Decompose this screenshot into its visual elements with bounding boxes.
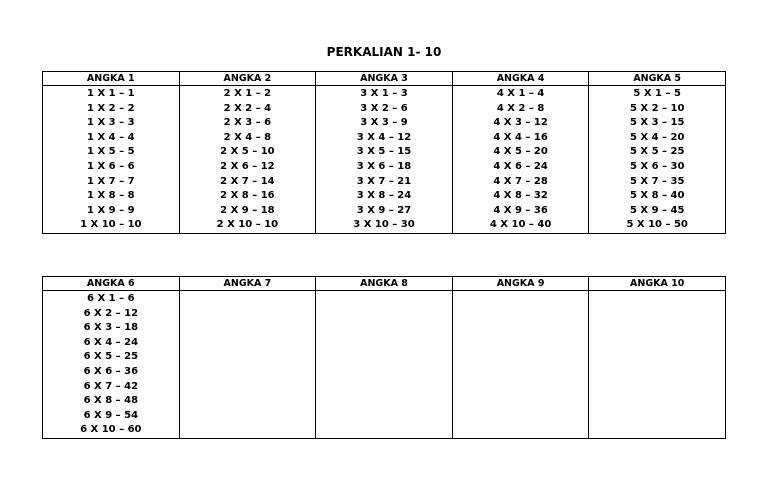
multiplication-entry: 6 X 5 – 25 bbox=[83, 351, 139, 363]
multiplication-entry: 2 X 1 – 2 bbox=[223, 88, 272, 99]
multiplication-entry: 4 X 9 – 36 bbox=[493, 204, 548, 216]
multiplication-entry: 3 X 8 – 24 bbox=[356, 190, 412, 202]
table-row bbox=[43, 86, 726, 234]
multiplication-entry: 2 X 4 – 8 bbox=[223, 131, 272, 143]
multiplication-entry: 4 X 3 – 12 bbox=[493, 117, 548, 129]
multiplication-entry: 3 X 4 – 12 bbox=[356, 131, 412, 143]
column-header: ANGKA 7 bbox=[179, 277, 316, 291]
column-header: ANGKA 10 bbox=[589, 277, 726, 291]
multiplication-entry: 6 X 1 – 6 bbox=[87, 293, 135, 304]
multiplication-entry: 2 X 5 – 10 bbox=[220, 146, 275, 158]
multiplication-entry: 4 X 8 – 32 bbox=[493, 190, 548, 202]
table-cell bbox=[316, 86, 453, 234]
multiplication-entry: 1 X 9 – 9 bbox=[87, 204, 135, 216]
multiplication-entry: 2 X 6 – 12 bbox=[220, 160, 275, 172]
table-cell bbox=[452, 86, 589, 234]
multiplication-entry: 2 X 2 – 4 bbox=[223, 102, 272, 114]
table-cell bbox=[589, 86, 726, 234]
multiplication-entry: 5 X 7 – 35 bbox=[629, 175, 685, 187]
multiplication-entry: 5 X 10 – 50 bbox=[626, 219, 688, 231]
multiplication-entry: 1 X 10 – 10 bbox=[80, 219, 142, 231]
multiplication-entry: 6 X 3 – 18 bbox=[83, 322, 139, 334]
multiplication-entry: 5 X 8 – 40 bbox=[629, 190, 685, 202]
multiplication-entry: 4 X 2 – 8 bbox=[496, 102, 545, 114]
multiplication-entry: 6 X 6 – 36 bbox=[83, 365, 139, 377]
multiplication-entry: 1 X 5 – 5 bbox=[87, 146, 135, 158]
table-cell bbox=[179, 86, 316, 234]
multiplication-entry: 4 X 4 – 16 bbox=[493, 131, 548, 143]
multiplication-entry: 3 X 7 – 21 bbox=[356, 175, 412, 187]
column-header: ANGKA 8 bbox=[316, 277, 453, 291]
column-header: ANGKA 4 bbox=[452, 72, 589, 86]
multiplication-entry: 6 X 9 – 54 bbox=[83, 409, 139, 421]
multiplication-entry: 2 X 3 – 6 bbox=[223, 117, 272, 129]
table-cell bbox=[452, 291, 589, 439]
multiplication-entry: 3 X 1 – 3 bbox=[360, 88, 408, 99]
table-cell bbox=[316, 291, 453, 439]
multiplication-entry: 3 X 10 – 30 bbox=[353, 219, 415, 231]
multiplication-entry: 2 X 9 – 18 bbox=[220, 204, 275, 216]
multiplication-entry: 1 X 7 – 7 bbox=[87, 175, 135, 187]
multiplication-entry: 6 X 2 – 12 bbox=[83, 307, 139, 319]
multiplication-entry: 1 X 2 – 2 bbox=[87, 102, 135, 114]
multiplication-entry: 6 X 8 – 48 bbox=[83, 395, 139, 407]
multiplication-entry: 5 X 3 – 15 bbox=[629, 117, 685, 129]
multiplication-entry: 5 X 5 – 25 bbox=[629, 146, 685, 158]
multiplication-entry: 4 X 7 – 28 bbox=[493, 175, 548, 187]
multiplication-entry: 4 X 5 – 20 bbox=[493, 146, 548, 158]
multiplication-entry: 5 X 9 – 45 bbox=[629, 204, 685, 216]
multiplication-table-2 bbox=[42, 276, 726, 439]
multiplication-entry: 6 X 4 – 24 bbox=[83, 336, 139, 348]
column-header: ANGKA 5 bbox=[589, 72, 726, 86]
multiplication-entry: 1 X 6 – 6 bbox=[87, 160, 135, 172]
multiplication-entry: 5 X 4 – 20 bbox=[629, 131, 685, 143]
column-header: ANGKA 6 bbox=[43, 277, 180, 291]
multiplication-entry: 1 X 1 – 1 bbox=[87, 88, 135, 99]
multiplication-entry: 5 X 1 – 5 bbox=[633, 88, 681, 99]
table-cell bbox=[589, 291, 726, 439]
column-header: ANGKA 9 bbox=[452, 277, 589, 291]
multiplication-entry: 3 X 5 – 15 bbox=[356, 146, 412, 158]
multiplication-entry: 3 X 3 – 9 bbox=[360, 117, 408, 129]
multiplication-entry: 4 X 6 – 24 bbox=[493, 160, 548, 172]
table-cell bbox=[43, 291, 180, 439]
table-row bbox=[43, 291, 726, 439]
multiplication-entry: 3 X 9 – 27 bbox=[356, 204, 412, 216]
multiplication-entry: 6 X 10 – 60 bbox=[80, 424, 142, 436]
multiplication-entry: 1 X 3 – 3 bbox=[87, 117, 135, 129]
multiplication-entry: 3 X 6 – 18 bbox=[356, 160, 412, 172]
multiplication-entry: 1 X 4 – 4 bbox=[87, 131, 135, 143]
multiplication-entry: 4 X 10 – 40 bbox=[489, 219, 552, 231]
multiplication-entry: 2 X 8 – 16 bbox=[220, 190, 275, 202]
multiplication-entry: 1 X 8 – 8 bbox=[87, 190, 135, 202]
column-header: ANGKA 3 bbox=[316, 72, 453, 86]
multiplication-entry: 3 X 2 – 6 bbox=[360, 102, 408, 114]
multiplication-entry: 4 X 1 – 4 bbox=[496, 88, 545, 99]
column-header: ANGKA 2 bbox=[179, 72, 316, 86]
multiplication-entry: 5 X 6 – 30 bbox=[629, 160, 685, 172]
multiplication-entry: 6 X 7 – 42 bbox=[83, 380, 139, 392]
page-title: PERKALIAN 1- 10 bbox=[326, 45, 442, 59]
header-row bbox=[43, 277, 726, 291]
column-header: ANGKA 1 bbox=[43, 72, 180, 86]
table-cell bbox=[179, 291, 316, 439]
multiplication-entry: 2 X 7 – 14 bbox=[220, 175, 275, 187]
header-row bbox=[43, 72, 726, 86]
multiplication-table-1 bbox=[42, 71, 726, 234]
multiplication-entry: 5 X 2 – 10 bbox=[629, 102, 685, 114]
multiplication-entry: 2 X 10 – 10 bbox=[216, 219, 279, 231]
table-cell bbox=[43, 86, 180, 234]
